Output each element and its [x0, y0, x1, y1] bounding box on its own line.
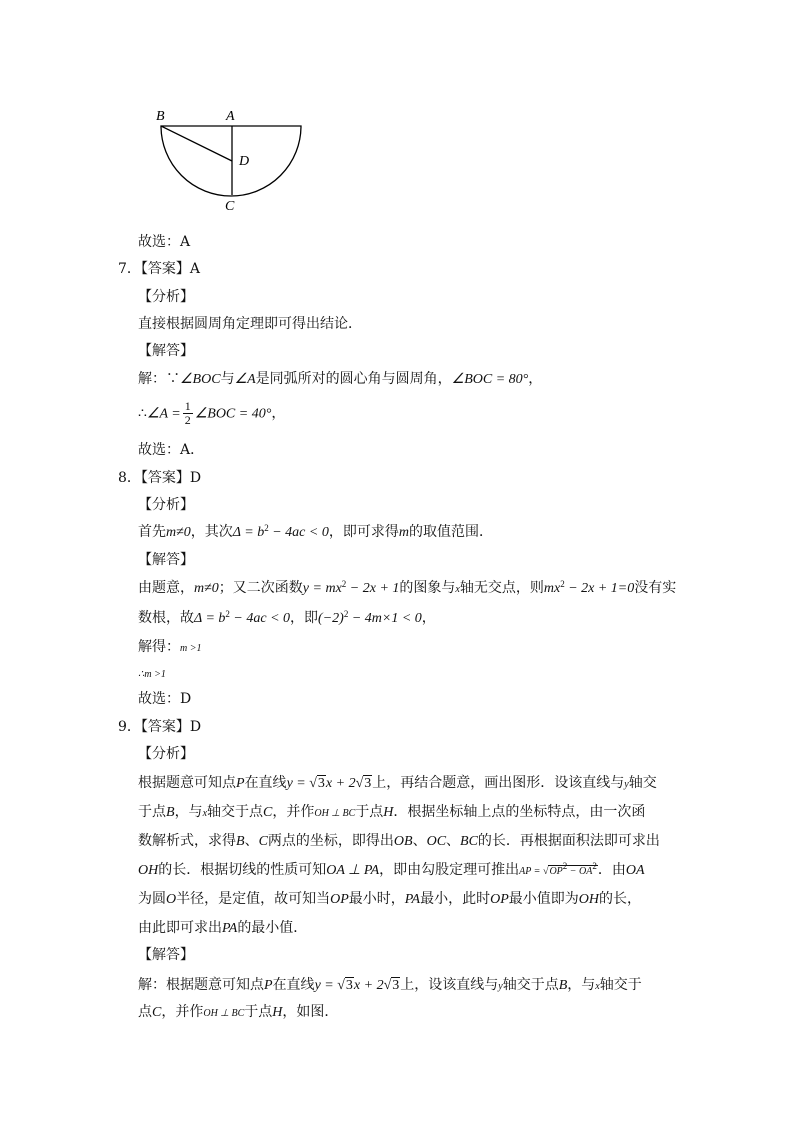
math: ∠A = [146, 406, 181, 422]
segment-BD [161, 126, 232, 161]
q9-analysis-line-4: OH的长．根据切线的性质可知OA ⊥ PA，即由勾股定理可推出AP = $√OP^2 - OA^2$．由OA [138, 861, 645, 878]
text: 的图象与 [399, 580, 456, 596]
q7-answer-line [118, 260, 200, 278]
text: ，即可求得 [328, 524, 399, 540]
text: ．根据坐标轴上点的坐标特点，由一次函 [393, 804, 646, 820]
q7-choice: 故选：A． [138, 442, 205, 458]
math: y = [314, 978, 338, 993]
math: m [398, 525, 409, 540]
radicand: 3 [345, 978, 353, 993]
semicircle-diagram [150, 104, 320, 214]
text: ， [271, 405, 286, 422]
text: 于点 [355, 804, 384, 820]
text: ，并作 [272, 804, 315, 820]
text: 轴交于点 [502, 977, 559, 993]
q8-answer: 【答案】D [140, 470, 202, 486]
text: ， [421, 610, 436, 626]
text: 在直线 [272, 977, 315, 993]
q9-answer: 【答案】D [140, 719, 202, 735]
text: 为圆 [138, 891, 166, 907]
text: 轴无交点，则 [459, 580, 544, 596]
label-B: B [156, 109, 165, 124]
math: x [595, 981, 600, 992]
math: PA [404, 892, 421, 907]
math: − 4ac < 0 [229, 611, 291, 626]
math: ∠BOC = 40° [194, 406, 272, 422]
q8-solution-line-1 [138, 579, 676, 599]
math: OP [490, 892, 509, 907]
q7-answer: 【答案】A [140, 261, 201, 277]
text: 半径，是定值，故可知当 [176, 891, 331, 907]
q8-solution-line-2 [138, 609, 436, 628]
therefore: ∴ [138, 405, 147, 422]
q8-solution-line-3 [138, 638, 201, 658]
math: P [264, 978, 273, 993]
text: 解：∵ [138, 371, 180, 387]
text: 根据题意可知点 [138, 775, 236, 791]
text: 轴交于点 [207, 804, 264, 820]
text: 最小时， [348, 891, 405, 907]
q8-choice: 故选：D [138, 691, 192, 707]
text: 首先 [138, 524, 166, 540]
text: 由此即可求出 [138, 920, 222, 936]
text: ，即由勾股定理可推出 [379, 862, 520, 878]
math: OH ⊥ BC [203, 1008, 245, 1019]
q9-analysis-line-2 [138, 803, 645, 823]
math: − 2x + 1=0 [564, 581, 635, 596]
text: ，与 [567, 977, 596, 993]
math: OP [549, 866, 563, 877]
superscript: 2 [225, 609, 230, 619]
math: m >1 [180, 643, 202, 654]
text: 两点的坐标，即得出 [267, 833, 394, 849]
text: 、 [244, 833, 259, 849]
math: OP [330, 892, 349, 907]
text: 轴交于 [599, 977, 642, 993]
text: 的长．根据切线的性质可知 [158, 862, 327, 878]
math: P [236, 776, 245, 791]
math: B [166, 805, 175, 820]
superscript: 2 [560, 579, 565, 589]
math: O [166, 892, 177, 907]
text: ，其次 [190, 524, 233, 540]
text: 数解析式，求得 [138, 833, 236, 849]
math: OH [138, 863, 159, 878]
q9-number: 9． [118, 719, 141, 735]
math: ∠A [234, 372, 256, 387]
superscript: 2 [341, 579, 347, 589]
q8-analysis [138, 523, 493, 542]
math: B [236, 834, 245, 849]
q7-analysis: 直接根据圆周角定理即可得出结论． [138, 316, 362, 332]
math: ∠BOC [180, 372, 221, 387]
text: ．由 [597, 862, 626, 878]
text: 最小，此时 [420, 891, 491, 907]
math: Δ = b [232, 525, 265, 540]
text: 轴交 [628, 775, 657, 791]
math: BC [460, 834, 478, 849]
math: OB [393, 834, 413, 849]
text: 点 [138, 1004, 152, 1020]
text: 数根，故 [138, 610, 194, 626]
text: 的最小值． [237, 920, 308, 936]
q8-solution-tag: 【解答】 [138, 552, 194, 568]
q8-answer-line [118, 469, 201, 487]
label-A: A [226, 109, 235, 124]
math: mx [543, 581, 561, 596]
math: PA [222, 921, 238, 936]
superscript: 2 [592, 861, 597, 871]
text: 、 [446, 833, 461, 849]
math: OA [625, 863, 645, 878]
q9-analysis-line-5 [138, 890, 641, 909]
text: 于点 [244, 1004, 273, 1020]
superscript: 2 [343, 609, 349, 619]
q8-number: 8． [118, 470, 141, 486]
math: m≠0 [194, 581, 219, 596]
q9-answer-line [118, 718, 201, 736]
math: y [624, 779, 629, 790]
q9-analysis-tag: 【分析】 [138, 746, 194, 762]
q9-analysis-line-3 [138, 832, 660, 851]
q7-solution-line-2 [138, 400, 285, 427]
math: y = [286, 776, 310, 791]
numerator: 1 [184, 399, 191, 413]
radicand: 3 [364, 776, 372, 791]
radicand: 3 [392, 978, 400, 993]
q7-number: 7． [118, 261, 141, 277]
math: (−2) [318, 611, 344, 626]
math: − 4m×1 < 0 [348, 611, 422, 626]
text: 上，再结合题意，画出图形．设该直线与 [372, 775, 625, 791]
math: − 4ac < 0 [268, 525, 329, 540]
math: OH [578, 892, 600, 907]
math: x + 2 [353, 978, 384, 993]
math: − 2x + 1 [346, 581, 400, 596]
text: 的取值范围． [408, 524, 493, 540]
math: OH ⊥ BC [314, 808, 356, 819]
fraction [183, 400, 193, 427]
q7-solution-line-1 [138, 370, 542, 389]
math: − OA [567, 866, 593, 877]
label-D: D [239, 154, 250, 169]
denominator: 2 [184, 413, 191, 427]
text: 没有实 [634, 580, 677, 596]
math: C [258, 834, 268, 849]
text: ，与 [174, 804, 203, 820]
text: 解得： [138, 639, 180, 655]
math: y = mx [302, 581, 342, 596]
math: x [455, 584, 460, 595]
text: ，并作 [161, 1004, 204, 1020]
text: 的长．再根据面积法即可求出 [477, 833, 660, 849]
radicand: 3 [317, 776, 325, 791]
q8-analysis-tag: 【分析】 [138, 497, 194, 513]
math: B [558, 978, 568, 993]
math: AP = [519, 866, 543, 877]
math: H [383, 805, 394, 820]
q9-analysis-line-1: 根据题意可知点P在直线y = √3x + 2√3上，再结合题意，画出图形．设该直线与y轴交 [138, 775, 657, 791]
q7-analysis-tag: 【分析】 [138, 289, 194, 305]
math: OC [426, 834, 447, 849]
q7-solution-tag: 【解答】 [138, 343, 194, 359]
q9-solution-line-2 [138, 1003, 338, 1023]
math: x [202, 808, 208, 819]
text: 在直线 [244, 775, 287, 791]
math: H [272, 1005, 283, 1020]
text: 最小值即为 [508, 891, 579, 907]
q9-solution-line-1: 解：根据题意可知点P在直线y = √3x + 2√3上，设该直线与y轴交于点B，与x轴交于 [138, 977, 642, 993]
math: m≠0 [166, 525, 191, 540]
superscript: 2 [264, 523, 269, 533]
q9-solution-tag: 【解答】 [138, 947, 194, 963]
text: 是同弧所对的圆心角与圆周角， [255, 371, 452, 387]
semicircle-figure [150, 104, 320, 214]
math: C [263, 805, 273, 820]
text: 解：根据题意可知点 [138, 977, 264, 993]
text: ，即 [290, 610, 319, 626]
q9-analysis-line-6 [138, 919, 307, 938]
text: 于点 [138, 804, 166, 820]
q8-solution-line-4: ∴m >1 [138, 669, 166, 680]
superscript: 2 [562, 861, 568, 871]
math: ∠BOC = 80° [451, 372, 529, 387]
text: 由题意， [138, 580, 194, 596]
text: ，如图． [282, 1004, 339, 1020]
math: Δ = b [194, 611, 226, 626]
math: x + 2 [325, 776, 356, 791]
text: 、 [412, 833, 427, 849]
math: OA ⊥ PA [326, 863, 380, 878]
label-C: C [225, 199, 235, 214]
text: 上，设该直线与 [400, 977, 499, 993]
text: ， [528, 371, 543, 387]
math: C [152, 1005, 162, 1020]
text: ；又二次函数 [218, 580, 303, 596]
text: 的长， [599, 891, 642, 907]
q6-choice: 故选：A [138, 234, 191, 250]
text: 与 [220, 371, 235, 387]
math: y [498, 981, 503, 992]
